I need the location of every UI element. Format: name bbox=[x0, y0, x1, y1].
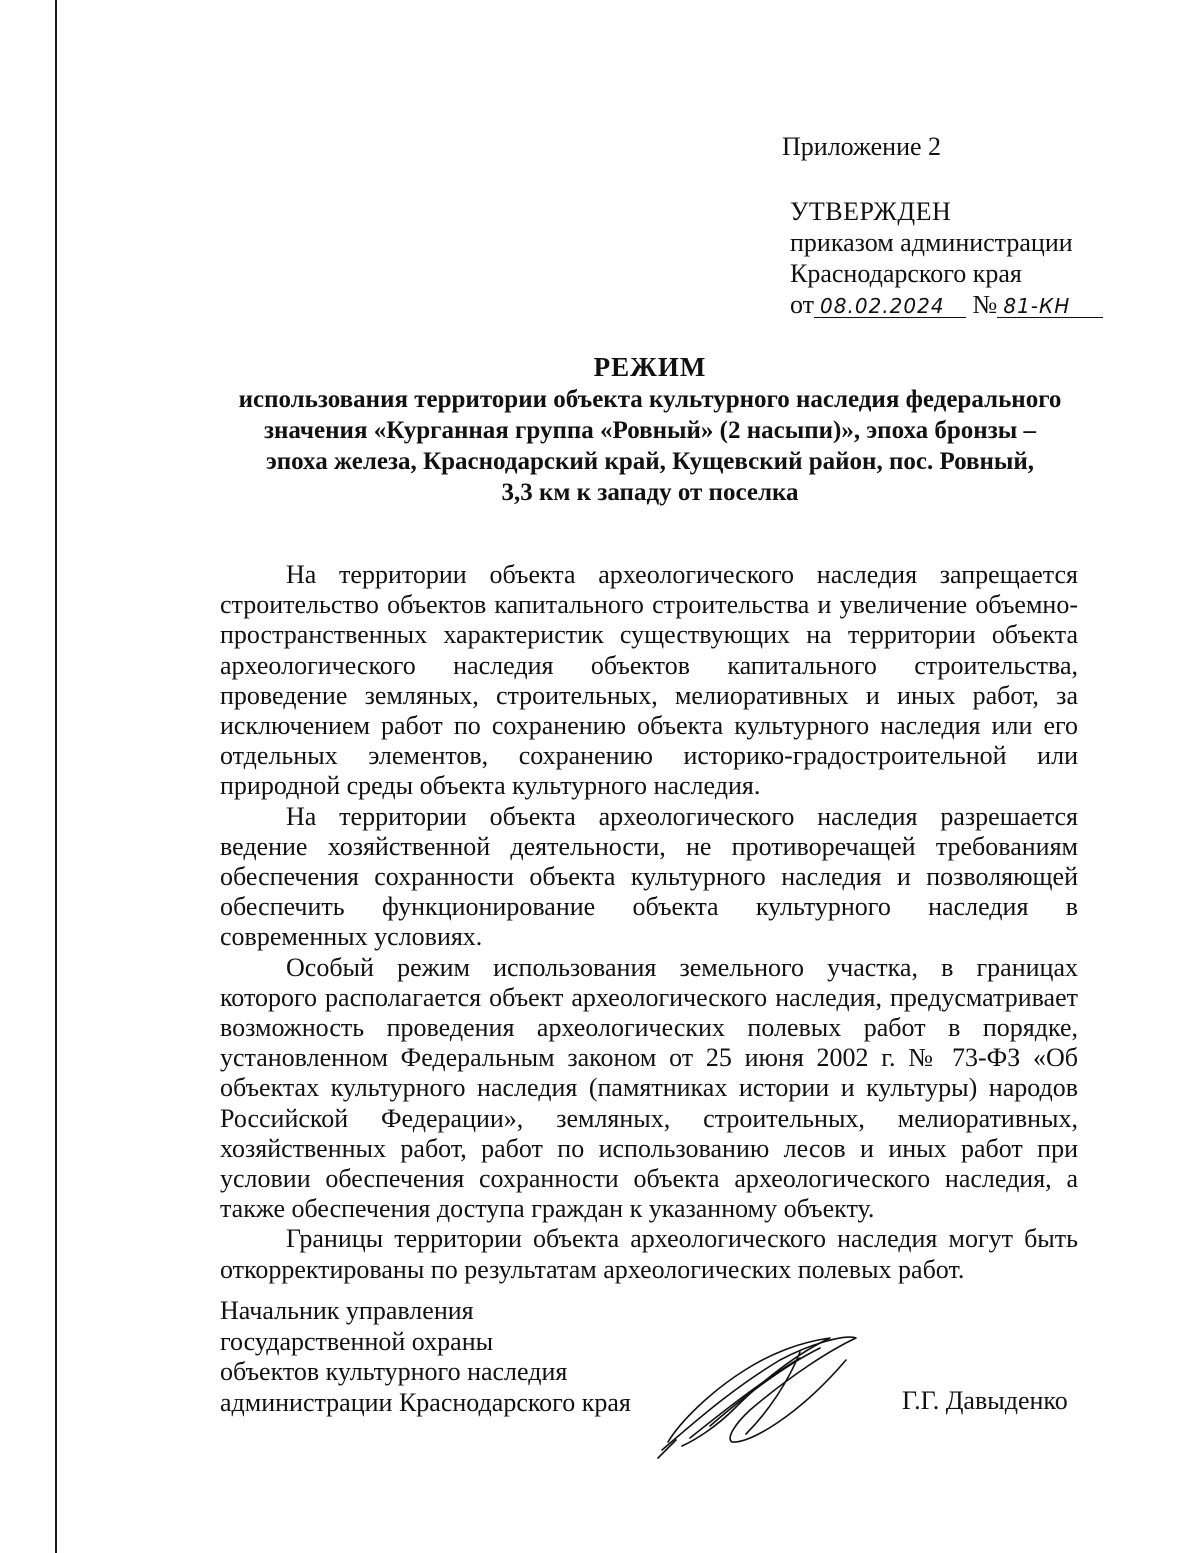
subtitle-line-2: значения «Курганная группа «Ровный» (2 насыпи)», эпоха бронзы – bbox=[263, 417, 1037, 444]
handwritten-date: 08.02.2024 bbox=[814, 295, 966, 318]
position-line-3: объектов культурного наследия bbox=[220, 1357, 568, 1386]
appendix-label: Приложение 2 bbox=[782, 132, 942, 161]
body-paragraph-4: Границы территории объекта археологического наследия могут быть откорректированы по результатам археологических полевых работ. bbox=[220, 1224, 1078, 1284]
date-prefix: от bbox=[790, 290, 815, 319]
signer-name: Г.Г. Давыденко bbox=[902, 1386, 1068, 1415]
signatory-position bbox=[220, 1296, 631, 1418]
subtitle-line-1: использования территории объекта культурного наследия федерального bbox=[238, 386, 1062, 413]
handwritten-number: 81-КН bbox=[997, 295, 1103, 318]
position-line-1: Начальник управления bbox=[220, 1296, 474, 1325]
subtitle-line-3: эпоха железа, Краснодарский край, Кущевский район, пос. Ровный, bbox=[265, 448, 1035, 475]
number-prefix: № bbox=[972, 290, 998, 319]
approval-line-2: Краснодарского края bbox=[790, 259, 1022, 288]
document-subtitle bbox=[150, 384, 1150, 508]
document-title-block bbox=[150, 350, 1150, 508]
body-paragraph-1: На территории объекта археологического наследия запрещается строительство объектов капитального строительства и увеличение объемно-пространственных характеристик существующих на территории объекта археологического наследия объектов капитального строительства, проведение земляных, строительных, мелиоративных и иных работ, за исключением работ по сохранению объекта культурного наследия или его отдельных элементов, сохранению историко-градостроительной или природной среды объекта культурного наследия. bbox=[220, 560, 1078, 801]
document-body bbox=[220, 560, 1078, 1285]
approval-stamp-block bbox=[790, 196, 1110, 320]
approval-line-1: приказом администрации bbox=[790, 228, 1073, 257]
document-title: РЕЖИМ bbox=[593, 352, 707, 382]
body-paragraph-3: Особый режим использования земельного участка, в границах которого располагается объект археологического наследия, предусматривает возможность проведения археологических полевых работ в порядке, установленном Федеральным законом от 25 июня 2002 г. № 73-ФЗ «Об объектах культурного наследия (памятниках истории и культуры) народов Российской Федерации», земляных, строительных, мелиоративных, хозяйственных работ, работ по использованию лесов и иных работ при условии обеспечения сохранности объекта археологического наследия, а также обеспечения доступа граждан к указанному объекту. bbox=[220, 952, 1078, 1224]
position-line-4: администрации Краснодарского края bbox=[220, 1387, 631, 1417]
position-line-2: государственной охраны bbox=[220, 1326, 494, 1356]
approved-heading: УТВЕРЖДЕН bbox=[790, 197, 952, 226]
approval-date-line bbox=[790, 289, 1110, 320]
scan-edge-line bbox=[55, 0, 57, 1553]
handwritten-signature-icon bbox=[650, 1330, 870, 1460]
subtitle-line-4: 3,3 км к западу от поселка bbox=[501, 479, 799, 506]
body-paragraph-2: На территории объекта археологического наследия разрешается ведение хозяйственной деятельности, не противоречащей требованиям обеспечения сохранности объекта культурного наследия и позволяющей обеспечить функционирование объекта культурного наследия в современных условиях. bbox=[220, 801, 1078, 952]
